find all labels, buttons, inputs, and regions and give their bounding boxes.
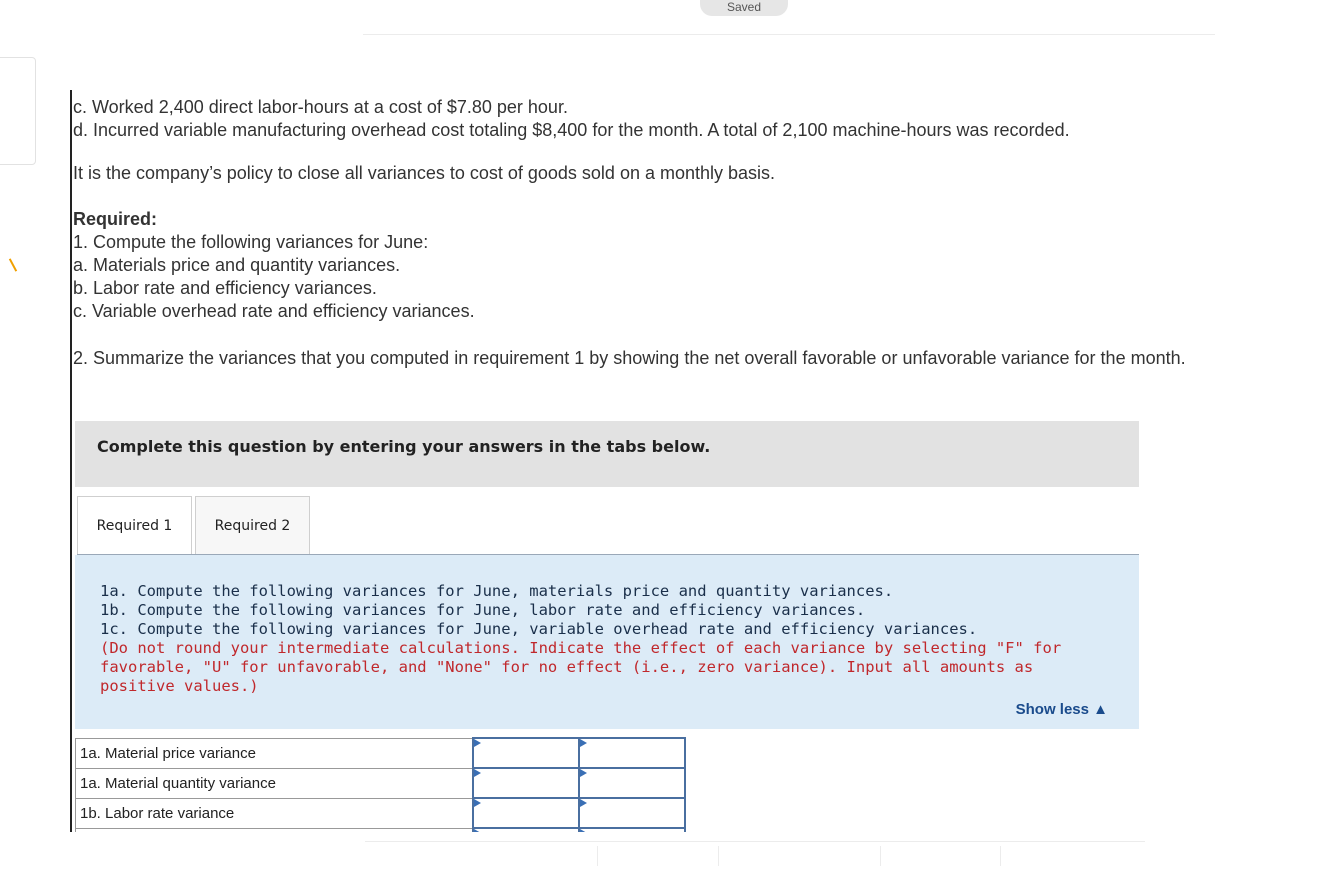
top-divider [363,34,1215,35]
show-less-link[interactable]: Show less ▲ [1015,701,1108,718]
tab-required-2[interactable]: Required 2 [195,496,310,554]
instructions-panel [75,555,1139,729]
footer-separator [718,846,719,866]
requirement-1a: a. Materials price and quantity variances. [73,255,401,275]
row-label: 1b. Labor rate variance [76,798,474,828]
amount-input[interactable] [473,798,579,828]
requirement-1: 1. Compute the following variances for June: [73,232,429,252]
effect-select[interactable] [579,798,685,828]
row-label: 1a. Material price variance [76,738,474,768]
instructions-text [100,582,1100,696]
side-panel-edge [0,57,36,165]
policy-text: It is the company’s policy to close all variances to cost of goods sold on a monthly basis. [73,163,776,183]
table-row [76,768,686,798]
required-heading: Required: [73,209,158,229]
effect-select[interactable] [579,768,685,798]
table-row [76,798,686,828]
footer-separator [597,846,598,866]
instruction-1c: 1c. Compute the following variances for June, variable overhead rate and efficiency variances. [100,620,978,638]
instruction-note: (Do not round your intermediate calculations. Indicate the effect of each variance by selecting "F" for favorable, "U" for unfavorable, and "None" for no effect (i.e., zero variance). Input all amounts as positive values.) [100,639,1062,695]
effect-select[interactable] [579,738,685,768]
side-marker [9,258,17,271]
amount-input[interactable] [473,768,579,798]
requirement-1b: b. Labor rate and efficiency variances. [73,278,377,298]
row-label: 1a. Material quantity variance [76,768,474,798]
instruction-1a: 1a. Compute the following variances for June, materials price and quantity variances. [100,582,894,600]
table-row [76,738,686,768]
requirement-2: 2. Summarize the variances that you computed in requirement 1 by showing the net overall favorable or unfavorable variance for the month. [73,348,1186,368]
saved-status-pill: Saved [700,0,788,16]
problem-line-d: d. Incurred variable manufacturing overhead cost totaling $8,400 for the month. A total of 2,100 machine-hours was recorded. [73,120,1070,140]
banner-text: Complete this question by entering your answers in the tabs below. [97,437,711,456]
tab-required-1[interactable]: Required 1 [77,496,192,555]
instruction-1b: 1b. Compute the following variances for June, labor rate and efficiency variances. [100,601,866,619]
instructions-banner [75,421,1139,487]
content-left-bar [70,90,72,832]
footer-separator [1000,846,1001,866]
amount-input[interactable] [473,738,579,768]
problem-line-c: c. Worked 2,400 direct labor-hours at a cost of $7.80 per hour. [73,97,568,117]
footer-separator [880,846,881,866]
bottom-divider [365,841,1145,842]
requirement-1c: c. Variable overhead rate and efficiency variances. [73,301,475,321]
